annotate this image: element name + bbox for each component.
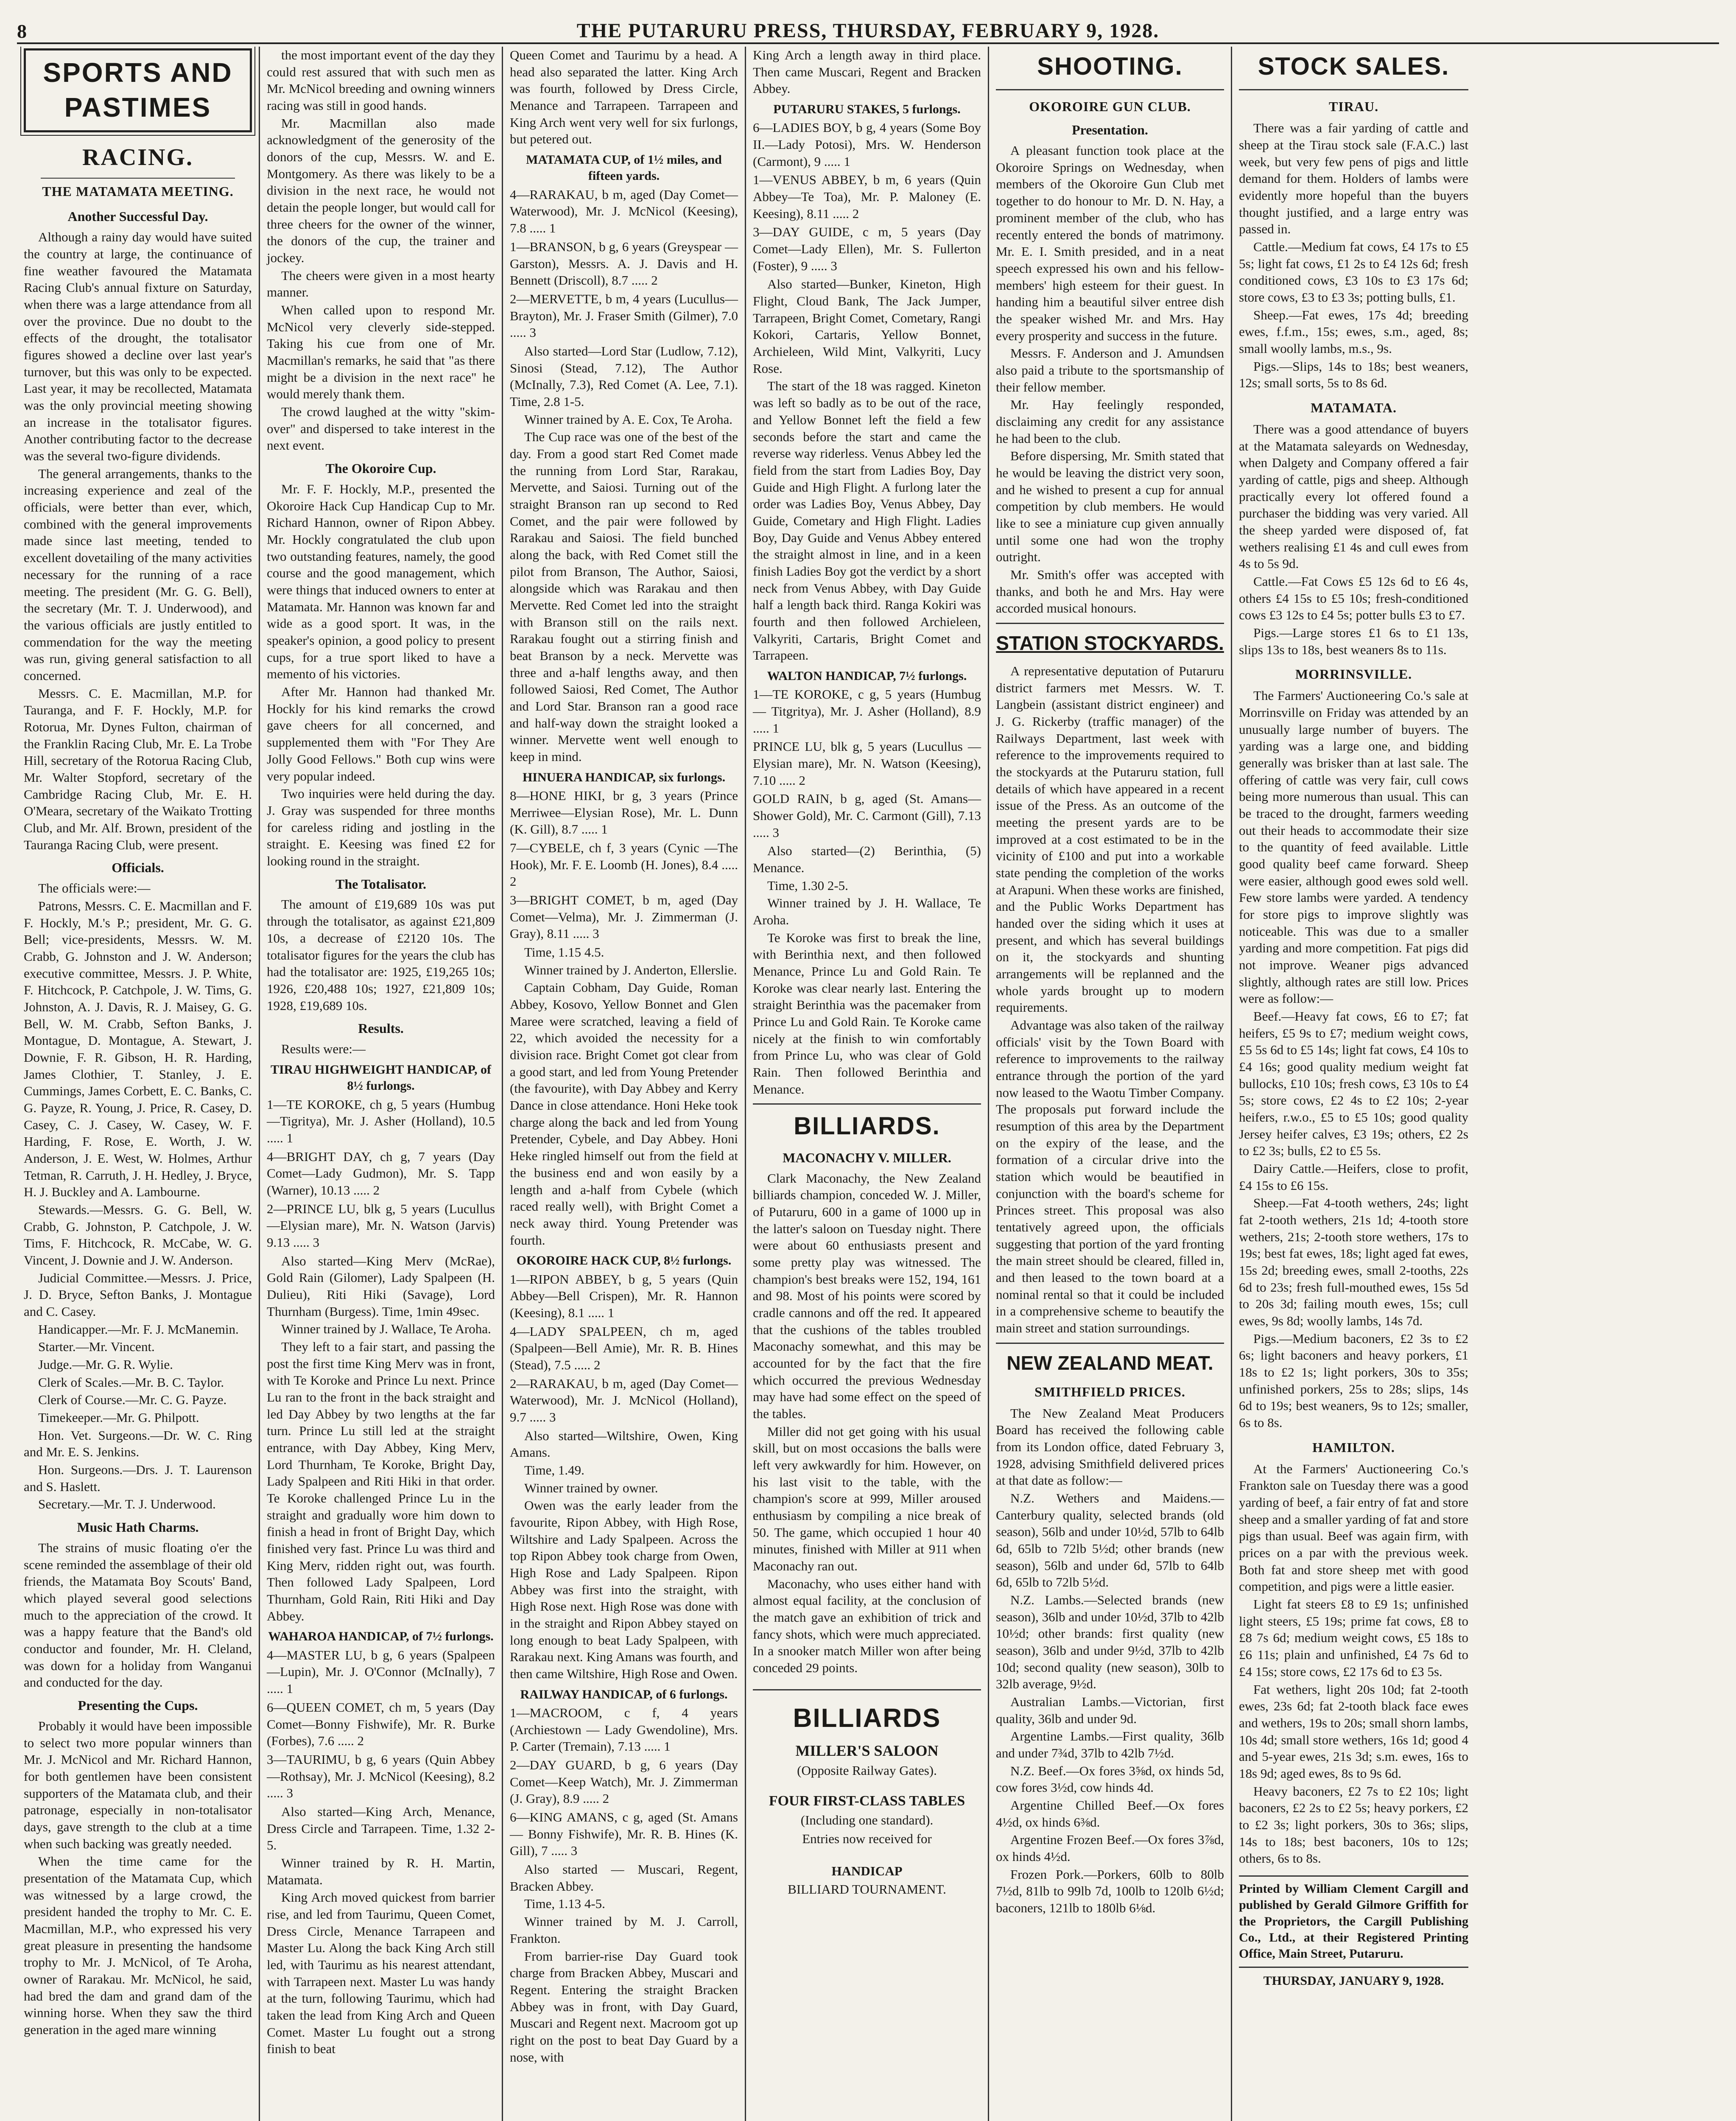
footer-date: THURSDAY, JANUARY 9, 1928. — [1263, 1973, 1444, 1988]
paragraph: The start of the 18 was ragged. Kineton was left so badly as to be out of the race, and Yellow Bonnet left the field a few seconds before the start and came the reverse way riderless. Venus Abbey led the field from the start from Ladies Boy, Day Guide and High Flight. A furlong later the order was Ladies Boy, Venus Abbey, Day Guide, Cometary and High Flight. Ladies Boy, Day Guide and Venus Abbey entered the straight almost in line, and in a keen finish Ladies Boy got the verdict by a short neck from Venus Abbey, with Day Guide half a length back third. Ranga Kokiri was fourth and then followed Archieleen, Valkyriti, Cartaris, Bright Comet and Tarrapeen. — [753, 378, 981, 663]
ad-line: Entries now received for — [802, 1831, 932, 1847]
race-result: 3—BRIGHT COMET, b m, aged (Day Comet—Velma), Mr. J. Zimmerman (J. Gray), 8.11 ..... 3 — [510, 893, 738, 941]
race-title: HINUERA HANDICAP, six furlongs. — [522, 770, 726, 784]
column-3 — [503, 47, 746, 2121]
column-1 — [17, 47, 260, 2121]
paragraph: Owen was the early leader from the favourite, Ripon Abbey, with High Rose, Wiltshire and Lady Spalpeen. Across the top Ripon Abbey took charge from Owen, High Rose and Lady Spalpeen. Ripon Abbey was first into the straight, with High Rose next. High Rose was done with in the straight and Ripon Abbey stayed on long enough to beat Lady Spalpeen, with Rarakau next. King Amans was fourth, and then came Wiltshire, High Rose and Owen. — [510, 1498, 738, 1682]
paragraph: Although a rainy day would have suited the country at large, the continuance of fine weather favoured the Matamata Racing Club's annual fixture on Saturday, when there was a large attendance from all over the province. Due no doubt to the effects of the drought, the totalisator figures showed a decline over last year's turnover, but this was only to be expected. Last year, it may be recollected, Matamata was the only provincial meeting showing an increase in the totalisator figures. Another contributing factor to the decrease was the several two-figure dividends. — [24, 229, 252, 464]
paragraph: Frozen Pork.—Porkers, 60lb to 80lb 7½d, 81lb to 99lb 7d, 100lb to 120lb 6½d; baconers, 121lb to 180lb 6⅛d. — [996, 1866, 1224, 1916]
paragraph: Miller did not get going with his usual skill, but on most occasions the balls were left very awkwardly for him. However, on his last visit to the table, with the champion's score at 999, Miller aroused enthusiasm by compiling a nice break of 50. The game, which occupied 1 hour 40 minutes, finished with Miller at 911 when Maconachy ran out. — [753, 1424, 981, 1574]
race-result: GOLD RAIN, b g, aged (St. Amans—Shower Gold), Mr. C. Carmont (Gill), 7.13 ..... 3 — [753, 791, 981, 840]
paragraph: Two inquiries were held during the day. J. Gray was suspended for three months for careless riding and jostling in the straight. E. Keesing was fined £2 for looking round in the straight. — [267, 786, 495, 868]
race-title: MATAMATA CUP, of 1½ miles, and fifteen yards. — [526, 153, 722, 183]
paragraph: The general arrangements, thanks to the increasing experience and zeal of the officials, were better than ever, which, combined with the general improvements made since last meeting, tended to excellent dovetailing of the many activities necessary for the running of a race meeting. The president (Mr. G. G. Bell), the secretary (Mr. T. J. Underwood), and the various officials are justly entitled to commendation for the way the meeting was run, giving general satisfaction to all concerned. — [24, 466, 252, 683]
ad-tables: FOUR FIRST-CLASS TABLES — [769, 1793, 965, 1809]
paragraph: At the Farmers' Auctioneering Co.'s Frankton sale on Tuesday there was a good yarding of beef, a fair entry of fat and store sheep and a smaller yarding of fat and store pigs than usual. Beef was again firm, with prices on a par with the previous week. Both fat and store sheep met with good competition, and pigs were a little easier. — [1239, 1461, 1468, 1594]
paragraph: Results were:— — [281, 1041, 366, 1057]
paragraph: The amount of £19,689 10s was put through the totalisator, as against £21,809 10s, a decrease of £2120 10s. The totalisator figures for the years the club has had the totalisator are: 1925, £19,265 10s; 1926, £20,488 10s; 1927, £21,809 10s; 1928, £19,689 10s. — [267, 897, 495, 1013]
paragraph: The officials were:— — [38, 881, 151, 896]
paragraph: Before dispersing, Mr. Smith stated that he would be leaving the district very soon, and he wished to present a cup for annual competition by club members. He would like to see a miniature cup given annually until some one had won the trophy outright. — [996, 448, 1224, 565]
sub-heading: Officials. — [112, 860, 164, 876]
paragraph: There was a fair yarding of cattle and sheep at the Tirau stock sale (F.A.C.) last week, but very few pens of pigs and little demand for them. Holders of lambs were evidently more hopeful than the buyers thought justified, and a large entry was passed in. — [1239, 120, 1468, 237]
race-title: PUTARURU STAKES, 5 furlongs. — [773, 102, 961, 117]
paragraph: Also started—Wiltshire, Owen, King Amans. — [510, 1428, 738, 1460]
paragraph: After Mr. Hannon had thanked Mr. Hockly for his kind remarks the crowd gave cheers for all concerned, and supplemented them with "For They Are Jolly Good Fellows." Both cup wins were very popular indeed. — [267, 684, 495, 783]
paragraph: N.Z. Wethers and Maidens.—Canterbury quality, selected brands (old season), 56lb and under 10½d, 57lb to 64lb 6d, 65lb to 72lb 5½d; other brands (new season), 56lb and under 6d, 57lb to 64lb 6d, 65lb to 72lb 5½d. — [996, 1490, 1224, 1590]
paragraph: A pleasant function took place at the Okoroire Springs on Wednesday, when members of the Okoroire Gun Club met together to do honour to Mr. D. N. Hay, a prominent member of the club, who has recently entered the bonds of matrimony. Mr. E. I. Smith presided, and in a neat speech expressed his own and his fellow-members' high esteem for their guest. In handing him a beautiful silver entree dish the speaker wished Mr. and Mrs. Hay every prosperity and success in the future. — [996, 143, 1224, 343]
meeting-heading: THE MATAMATA MEETING. — [42, 184, 234, 199]
race-result: 4—BRIGHT DAY, ch g, 7 years (Day Comet—Lady Gudmon), Mr. S. Tapp (Warner), 10.13 ..... 2 — [267, 1149, 495, 1198]
paragraph: Dairy Cattle.—Heifers, close to profit, £4 15s to £6 15s. — [1239, 1161, 1468, 1193]
stockyards-heading: STATION STOCKYARDS. — [996, 632, 1224, 654]
race-result: 2—RARAKAU, b m, aged (Day Comet—Waterwood), Mr. J. McNicol (Holland), 9.7 ..... 3 — [510, 1376, 738, 1424]
paragraph: N.Z. Lambs.—Selected brands (new season), 36lb and under 10½d, 37lb to 42lb 10½d; other brands: first quality (new season), 36lb and under 9½d, 37lb to 42lb 10d; second quality (new season), 30lb to 32lb average, 9½d. — [996, 1592, 1224, 1692]
race-result: 1—TE KOROKE, c g, 5 years (Humbug — Titgritya), Mr. J. Asher (Holland), 8.9 ..... 1 — [753, 687, 981, 736]
sub-heading: Another Successful Day. — [67, 209, 208, 224]
ad-line: (Including one standard). — [800, 1813, 934, 1828]
sub-heading: Presentation. — [1072, 122, 1148, 138]
paragraph: Judge.—Mr. G. R. Wylie. — [38, 1357, 173, 1372]
column-5 — [989, 47, 1232, 2121]
paragraph: Cattle.—Fat Cows £5 12s 6d to £6 4s, others £4 15s to £5 10s; fresh-conditioned cows £3 12s to £4 5s; potter bulls £3 to £7. — [1239, 574, 1468, 623]
ad-handicap: HANDICAP — [831, 1863, 903, 1878]
paragraph: King Arch moved quickest from barrier rise, and led from Taurimu, Queen Comet, Dress Circle, Menance Tarrapeen and Master Lu. Along the back King Arch still led, with Taurimu as his nearest attendant, with Tarrapeen next. Master Lu was handy at the turn, following Taurimu, which had taken the lead from King Arch and Queen Comet. Master Lu fought out a strong finish to beat — [267, 1890, 495, 2057]
paragraph: Winner trained by owner. — [524, 1480, 658, 1495]
race-result: 6—LADIES BOY, b g, 4 years (Some Boy II.—Lady Potosi), Mrs. W. Henderson (Carmont), 9 ..... 1 — [753, 120, 981, 169]
paragraph: Also started—Bunker, Kineton, High Flight, Cloud Bank, The Jack Jumper, Tarrapeen, Bright Comet, Cometary, Rangi Kokori, Cartaris, Yellow Bonnet, Archieleen, Wild Mint, Valkyriti, Lucy Rose. — [753, 277, 981, 376]
sub-heading: MATAMATA. — [1310, 400, 1397, 415]
paragraph: Winner trained by J. Wallace, Te Aroha. — [281, 1321, 491, 1337]
race-result: 3—DAY GUIDE, c m, 5 years (Day Comet—Lady Ellen), Mr. S. Fullerton (Foster), 9 ..... 3 — [753, 224, 981, 273]
race-result: 2—DAY GUARD, b g, 6 years (Day Comet—Keep Watch), Mr. J. Zimmerman (J. Gray), 8.9 ..... 2 — [510, 1757, 738, 1806]
sub-heading: TIRAU. — [1328, 99, 1379, 115]
newspaper-columns — [17, 47, 1719, 2121]
ad-tournament: BILLIARD TOURNAMENT. — [788, 1882, 946, 1897]
paragraph: Clerk of Scales.—Mr. B. C. Taylor. — [38, 1374, 224, 1390]
sub-heading: MACONACHY V. MILLER. — [783, 1150, 951, 1165]
paragraph: When the time came for the presentation of the Matamata Cup, which was witnessed by a large crowd, the president handed the trophy to Mr. C. E. Macmillan, M.P., who expressed his very great pleasure in presenting the handsome trophy to Mr. J. McNicol, of Te Aroha, owner of Rarakau. Mr. McNicol, he said, had bred the dam and grand dam of the winning horse. When they saw the third generation in the aged mare winning — [24, 1854, 252, 2037]
paragraph: Winner trained by R. H. Martin, Matamata. — [267, 1855, 495, 1887]
paragraph: Winner trained by A. E. Cox, Te Aroha. — [524, 411, 733, 427]
paragraph: Fat wethers, light 20s 10d; fat 2-tooth ewes, 23s 6d; fat 2-tooth black face ewes and wethers, 19s to 20s; small shorn lambs, 10s 4d; small store wethers, 16s 1d; good 4 and 5-year ewes, 21s 3d; s.m. ewes, 16s to 18s 9d; aged ewes, 8s to 9s 6d. — [1239, 1682, 1468, 1781]
paragraph: Messrs. F. Anderson and J. Amundsen also paid a tribute to the sportsmanship of their fellow member. — [996, 346, 1224, 395]
paragraph: Pigs.—Medium baconers, £2 3s to £2 6s; light baconers and heavy porkers, £1 18s to £2 1s; light porkers, 30s to 35s; unfinished porkers, 25s to 28s; slips, 14s 6d to 19s; best weaners, 9s to 12s; smaller, 6s to 8s. — [1239, 1331, 1468, 1430]
ad-saloon: MILLER'S SALOON — [795, 1742, 939, 1760]
printer-imprint: Printed by William Clement Cargill and published by Gerald Gilmore Griffith for the Proprietors, the Cargill Publishing Co., Ltd., at their Registered Printing Office, Main Street, Putaruru. — [1239, 1875, 1468, 1968]
race-result: 1—TE KOROKE, ch g, 5 years (Humbug—Tigritya), Mr. J. Asher (Holland), 10.5 ..... 1 — [267, 1097, 495, 1145]
race-title: WAHAROA HANDICAP, of 7½ furlongs. — [268, 1629, 494, 1644]
race-result: 1—MACROOM, c f, 4 years (Archiestown — Lady Gwendoline), Mrs. P. Carter (Tremain), 7.13 ..... 1 — [510, 1705, 738, 1754]
race-result: 6—QUEEN COMET, ch m, 5 years (Day Comet—Bonny Fishwife), Mr. R. Burke (Forbes), 7.6 ..... 2 — [267, 1699, 495, 1749]
paragraph: Pigs.—Large stores £1 6s to £1 13s, slips 13s to 18s, best weaners 8s to 11s. — [1239, 625, 1468, 657]
paragraph: Clerk of Course.—Mr. C. G. Payze. — [38, 1392, 227, 1407]
race-result: 4—RARAKAU, b m, aged (Day Comet—Waterwood), Mr. J. McNicol (Keesing), 7.8 ..... 1 — [510, 187, 738, 236]
sub-heading: HAMILTON. — [1312, 1439, 1395, 1455]
paragraph: Pigs.—Slips, 14s to 18s; best weaners, 12s; small sorts, 5s to 8s 6d. — [1239, 358, 1468, 391]
paragraph: Hon. Vet. Surgeons.—Dr. W. C. Ring and Mr. E. S. Jenkins. — [24, 1427, 252, 1460]
paragraph: Cattle.—Medium fat cows, £4 17s to £5 5s; light fat cows, £1 2s to £4 12s 6d; fresh conditioned cows, £3 10s to £3 17s 6d; store cows, £3 to £3 3s; potting bulls, £1. — [1239, 239, 1468, 305]
paragraph: The Farmers' Auctioneering Co.'s sale at Morrinsville on Friday was attended by an unusually large number of buyers. The yarding was a large one, and bidding generally was brisker than at last sale. The offering of cattle was very fair, cull cows being more numerous than usual. This can be traced to the drought, farmers weeding out their heads to accommodate their size to the quantity of feed available. Little good quality beef came forward. Sheep were easier, although good ewes sold well. Few store lambs were yarded. A tendency for store pigs to improve slightly was noticeable. This was due to a smaller yarding and more competition. Fat pigs did not improve. Weaner pigs advanced slightly, although rates are still low. Prices were as follow:— — [1239, 688, 1468, 1006]
paragraph: The strains of music floating o'er the scene reminded the assemblage of their old friends, the Matamata Boy Scouts' Band, which played several good selections much to the appreciation of the crowd. It was a happy feature that the Band's old conductor and founder, Mr. H. Cleland, was down for a holiday from Wanganui and conducted for the day. — [24, 1540, 252, 1690]
paragraph: When called upon to respond Mr. McNicol very cleverly side-stepped. Taking his cue from one of Mr. Macmillan's remarks, he said that "as there might be a division in the next race" he would merely thank them. — [267, 302, 495, 402]
sub-heading: Presenting the Cups. — [78, 1698, 198, 1713]
paragraph: Argentine Chilled Beef.—Ox fores 4½d, ox hinds 6⅜d. — [996, 1797, 1224, 1830]
paragraph: Also started—Lord Star (Ludlow, 7.12), Sinosi (Stead, 7.12), The Author (McInally, 7.3), Red Comet (A. Lee, 7.1). Time, 2.8 1-5. — [510, 343, 738, 409]
paragraph: Australian Lambs.—Victorian, first quality, 36lb and under 9d. — [996, 1694, 1224, 1726]
paragraph: The Cup race was one of the best of the day. From a good start Red Comet made the running from Lord Star, Rarakau, Mervette, and Saiosi. Turning out of the straight Branson ran up second to Red Comet, and the pair were followed by Rarakau and Saiosi. The field bunched along the back, with Red Comet still the pilot from Branson, The Author, Saiosi, alongside which was Rarakau and then Mervette. Red Comet led into the straight with Branson still on the rails next. Rarakau fought out a stirring finish and beat Branson by a neck. Mervette was three and a-half lengths away, and then followed Saiosi, Red Comet, The Author and Lord Star. Branson ran a good race and half-way down the straight looked a winner. Mervette went well enough to keep in mind. — [510, 429, 738, 764]
race-result: 8—HONE HIKI, br g, 3 years (Prince Merriwee—Elysian Rose), Mr. L. Dunn (K. Gill), 8.7 ..... 1 — [510, 788, 738, 837]
paragraph: Also started—King Arch, Menance, Dress Circle and Tarrapeen. Time, 1.32 2-5. — [267, 1804, 495, 1853]
race-result: PRINCE LU, blk g, 5 years (Lucullus — Elysian mare), Mr. N. Watson (Keesing), 7.10 ..... 2 — [753, 739, 981, 788]
paragraph: Queen Comet and Taurimu by a head. A head also separated the latter. King Arch was fourth, followed by Dress Circle, Menance and Tarrapeen. Tarrapeen and King Arch went very well for six furlongs, but petered out. — [510, 48, 738, 147]
paragraph: Starter.—Mr. Vincent. — [38, 1339, 155, 1354]
sub-heading: SMITHFIELD PRICES. — [1034, 1384, 1185, 1399]
paragraph: Probably it would have been impossible to select two more popular winners than Mr. J. McNicol and Mr. Richard Hannon, for both gentlemen have been consistent supporters of the Matamata club, and their patronage, especially in non-totalisator days, gave strength to the club at a time when such backing was greatly needed. — [24, 1718, 252, 1851]
sports-banner: SPORTS AND PASTIMES — [24, 48, 252, 132]
paragraph: Handicapper.—Mr. F. J. McManemin. — [38, 1321, 239, 1337]
paragraph: Stewards.—Messrs. G. G. Bell, W. Crabb, G. Johnston, P. Catchpole, J. W. Tims, F. Hitchcock, R. McCabe, W. G. Vincent, J. Downie and J. W. Anderson. — [24, 1202, 252, 1268]
race-result: 7—CYBELE, ch f, 3 years (Cynic —The Hook), Mr. F. E. Loomb (H. Jones), 8.4 ..... 2 — [510, 840, 738, 889]
paragraph: Mr. Smith's offer was accepted with thanks, and both he and Mrs. Hay were accorded musical honours. — [996, 567, 1224, 616]
paragraph: King Arch a length away in third place. Then came Muscari, Regent and Bracken Abbey. — [753, 48, 981, 96]
column-4 — [746, 47, 989, 2121]
race-result: 2—MERVETTE, b m, 4 years (Lucullus—Brayton), Mr. J. Fraser Smith (Gilmer), 7.0 ..... 3 — [510, 291, 738, 340]
paragraph: Argentine Lambs.—First quality, 36lb and under 7¾d, 37lb to 42lb 7½d. — [996, 1729, 1224, 1760]
paragraph: There was a good attendance of buyers at the Matamata saleyards on Wednesday, when Dalgety and Company offered a fair yarding of cattle, pigs and sheep. Although practically every lot offered found a purchaser the bidding was very varied. All the sheep yarded were disposed of, fat wethers realising £1 4s and cull ewes from 4s to 5s 9d. — [1239, 421, 1468, 571]
paragraph: Advantage was also taken of the railway officials' visit by the Town Board with reference to improvements to the railway entrance through the portion of the yard now leased to the Waotu Timber Company. The proposals put forward include the resumption of this area by the Department on the expiry of the lease, and the formation of a circular drive into the station which would be beautified in conjunction with the board's scheme for Princes street. This proposal was also tentatively agreed upon, the officials suggesting that portion of the yard fronting the main street should be cleared, filled in, and then leased to the town board at a nominal rental so that it could be included in a comprehensive scheme to beautify the main street and station surroundings. — [996, 1017, 1224, 1336]
paragraph: Te Koroke was first to break the line, with Berinthia next, and then followed Menance, Prince Lu and Gold Rain. Te Koroke was clear nearly last. Entering the straight Berinthia was the pacemaker from Prince Lu and Gold Rain. Te Koroke came nicely at the finish to win comfortably from Prince Lu, who was clear of Gold Rain. Then followed Berinthia and Menance. — [753, 930, 981, 1097]
paragraph: Beef.—Heavy fat cows, £6 to £7; fat heifers, £5 9s to £7; medium weight cows, £5 5s 6d to £5 14s; light fat cows, £4 10s to £4 16s; good quality medium weight fat bullocks, £10 10s; fresh cows, £3 10s to £4 5s; store cows, £2 4s to £2 10s; 2-year heifers, r.w.o., £5 to £5 10s; good quality Jersey heifer calves, £3 19s; others, £2 2s to £2 3s; bulls, £2 to £5 5s. — [1239, 1009, 1468, 1158]
paragraph: Sheep.—Fat ewes, 17s 4d; breeding ewes, f.f.m., 15s; ewes, s.m., aged, 8s; small woolly lambs, m.s., 9s. — [1239, 307, 1468, 356]
race-result: 1—VENUS ABBEY, b m, 6 years (Quin Abbey—Te Toa), Mr. P. Maloney (E. Keesing), 8.11 ..... 2 — [753, 172, 981, 221]
paragraph: Mr. Hay feelingly responded, disclaiming any credit for any assistance he had been to the club. — [996, 397, 1224, 446]
paragraph: Judicial Committee.—Messrs. J. Price, J. D. Bryce, Sefton Banks, J. Montague and C. Casey. — [24, 1270, 252, 1319]
paragraph: The New Zealand Meat Producers Board has received the following cable from its London office, dated February 3, 1928, advising Smithfield delivered prices at that date as follow:— — [996, 1405, 1224, 1488]
paragraph: Winner trained by J. Anderton, Ellerslie. — [524, 962, 737, 977]
sub-heading: OKOROIRE GUN CLUB. — [1029, 99, 1191, 115]
paragraph: Light fat steers £8 to £9 1s; unfinished light steers, £5 19s; prime fat cows, £8 to £8 7s 6d; medium weight cows, £5 18s to £6 11s; plain and unfinished, £4 7s 6d to £4 15s; store cows, £2 17s 6d to £3 5s. — [1239, 1597, 1468, 1679]
paragraph: Sheep.—Fat 4-tooth wethers, 24s; light fat 2-tooth wethers, 21s 1d; 4-tooth store wethers, 21s; 2-tooth store wethers, 17s to 19s; best fat ewes, 18s; light aged fat ewes, 15s 2d; breeding ewes, small 2-tooths, 22s 6d to 23s; fresh full-mouthed ewes, 15s 5d to 20s 3d; failing mouth ewes, 15s; cull ewes, 9s 8d; woolly lambs, 14s 7d. — [1239, 1195, 1468, 1329]
paragraph: Time, 1.15 4.5. — [524, 945, 604, 960]
nz-meat-heading: NEW ZEALAND MEAT. — [1006, 1352, 1213, 1374]
paragraph: Time, 1.49. — [524, 1462, 584, 1477]
racing-heading: RACING. — [82, 144, 194, 171]
paragraph: Winner trained by J. H. Wallace, Te Aroha. — [753, 895, 981, 928]
race-title: RAILWAY HANDICAP, of 6 furlongs. — [520, 1687, 728, 1701]
sub-heading: The Okoroire Cup. — [325, 461, 436, 476]
column-2 — [260, 47, 503, 2121]
paragraph: Argentine Frozen Beef.—Ox fores 3⅞d, ox hinds 4½d. — [996, 1832, 1224, 1864]
paragraph: Also started — Muscari, Regent, Bracken Abbey. — [510, 1862, 738, 1894]
sub-heading: Music Hath Charms. — [77, 1519, 199, 1535]
page-header — [17, 8, 1719, 44]
race-result: 6—KING AMANS, c g, aged (St. Amans — Bonny Fishwife), Mr. R. B. Hines (K. Gill), 7 ..... 3 — [510, 1810, 738, 1858]
masthead: THE PUTARURU PRESS, THURSDAY, FEBRUARY 9, 1928. — [576, 20, 1160, 42]
page-number: 8 — [17, 20, 27, 42]
billiards-advert — [753, 1689, 981, 1898]
race-result: 1—RIPON ABBEY, b g, 5 years (Quin Abbey—Bell Crispen), Mr. R. Hannon (Keesing), 8.1 ..... 1 — [510, 1271, 738, 1320]
billiards-heading: BILLIARDS. — [794, 1112, 940, 1140]
paragraph: Also started—(2) Berinthia, (5) Menance. — [753, 843, 981, 876]
paragraph: Maconachy, who uses either hand with almost equal facility, at the conclusion of the match gave an exhibition of trick and fancy shots, which were much appreciated. In a snooker match Miller won after being conceded 29 points. — [753, 1576, 981, 1676]
paragraph: Winner trained by M. J. Carroll, Frankton. — [510, 1914, 738, 1946]
race-title: TIRAU HIGHWEIGHT HANDICAP, of 8½ furlongs. — [270, 1062, 492, 1093]
race-result: 4—MASTER LU, b g, 6 years (Spalpeen—Lupin), Mr. J. O'Connor (McInally), 7 ..... 1 — [267, 1647, 495, 1696]
race-result: 4—LADY SPALPEEN, ch m, aged (Spalpeen—Bell Amie), Mr. R. B. Hines (Stead), 7.5 ..... 2 — [510, 1324, 738, 1372]
paragraph: Hon. Surgeons.—Drs. J. T. Laurenson and S. Haslett. — [24, 1462, 252, 1494]
race-result: 2—PRINCE LU, blk g, 5 years (Lucullus—Elysian mare), Mr. N. Watson (Jarvis) 9.13 ..... 3 — [267, 1201, 495, 1250]
ad-title: BILLIARDS — [793, 1703, 941, 1733]
paragraph: Heavy baconers, £2 7s to £2 10s; light baconers, £2 2s to £2 5s; heavy porkers, £2 to £2 3s; light porkers, 30s to 36s; slips, 14s to 18s; best baconers, 10s to 12s; others, 6s to 8s. — [1239, 1783, 1468, 1866]
shooting-heading: SHOOTING. — [1037, 53, 1183, 80]
race-title: OKOROIRE HACK CUP, 8½ furlongs. — [516, 1254, 732, 1268]
paragraph: the most important event of the day they could rest assured that with such men as Mr. McNicol breeding and owning winners racing was still in good hands. — [267, 48, 495, 113]
paragraph: Mr. F. F. Hockly, M.P., presented the Okoroire Hack Cup Handicap Cup to Mr. Richard Hannon, owner of Ripon Abbey. Mr. Hockly congratulated the club upon two outstanding features, namely, the good course and the good management, which were things that induced owners to enter at Matamata. Mr. Hannon was known far and wide as a good sport. It was, in the speaker's opinion, a good policy to present cups, for a true sport liked to have a memento of his victories. — [267, 481, 495, 682]
paragraph: From barrier-rise Day Guard took charge from Bracken Abbey, Muscari and Regent. Entering the straight Bracken Abbey was in front, with Day Guard, Muscari and Regent next. Macroom got up right on the post to beat Day Guard by a nose, with — [510, 1948, 738, 2065]
sub-heading: Results. — [358, 1021, 404, 1036]
paragraph: The cheers were given in a most hearty manner. — [267, 268, 495, 300]
paragraph: Clark Maconachy, the New Zealand billiards champion, conceded W. J. Miller, of Putaruru, 600 in a game of 1000 up in the latter's saloon on Tuesday night. There were about 60 enthusiasts present and some pretty play was witnessed. The champion's best breaks were 152, 194, 161 and 98. Most of his points were scored by cradle cannons and off the red. It appeared that the cushions of the tables troubled Maconachy somewhat, and this may be accounted for by the fact that the fire which occurred the previous Wednesday may have had some effect on the speed of the tables. — [753, 1170, 981, 1421]
race-result: 3—TAURIMU, b g, 6 years (Quin Abbey—Rothsay), Mr. J. McNicol (Keesing), 8.2 ..... 3 — [267, 1752, 495, 1801]
race-result: 1—BRANSON, b g, 6 years (Greyspear — Garston), Messrs. A. J. Davis and H. Bennett (Driscoll), 8.7 ..... 2 — [510, 239, 738, 288]
stock-sales-heading: STOCK SALES. — [1258, 53, 1450, 80]
paragraph: Time, 1.13 4-5. — [524, 1896, 605, 1911]
sub-heading: MORRINSVILLE. — [1295, 666, 1412, 682]
column-6 — [1232, 47, 1475, 2121]
paragraph: A representative deputation of Putaruru district farmers met Messrs. W. T. Langbein (assistant district engineer) and J. G. Rickerby (traffic manager) of the Railways Department, last week with reference to the improvements required to the stockyards at the Putaruru station, full details of which have appeared in a recent issue of the Press. As an outcome of the meeting the present yards are to be improved at a cost estimated to be in the vicinity of £100 and put into a workable state pending the completion of the works at Arapuni. When these works are finished, and the Public Works Department has handed over the siding which it uses at present, and which has several buildings on it, the stockyards and shunting arrangements will be replanned and the whole yards brought up to modern requirements. — [996, 663, 1224, 1015]
paragraph: Time, 1.30 2-5. — [767, 878, 848, 893]
paragraph: Mr. Macmillan also made acknowledgment of the generosity of the donors of the cup, Messrs. W. and E. Montgomery. As there was likely to be a division in the next race, he would not detain the people longer, but would call for three cheers for the owner of the winner, the donors of the cup, the trainer and jockey. — [267, 115, 495, 266]
ad-line: (Opposite Railway Gates). — [797, 1763, 937, 1778]
sub-heading: The Totalisator. — [335, 876, 426, 892]
paragraph: They left to a fair start, and passing the post the first time King Merv was in front, with Te Koroke and Prince Lu next. Prince Lu ran to the front in the back straight and led Day Abbey by two lengths at the far turn. Prince Lu still led at the straight entrance, with Day Abbey, King Merv, Lord Thurnham, Te Koroke, Bright Day, Lady Spalpeen and Riti Hiki in that order. Te Koroke challenged Prince Lu in the straight and gradually wore him down to finish a head in front of Bright Day, which finished very fast. Prince Lu was third and King Merv, ridden right out, was fourth. Then followed Lady Spalpeen, Lord Thurnham, Gold Rain, Riti Hiki and Day Abbey. — [267, 1339, 495, 1623]
paragraph: Secretary.—Mr. T. J. Underwood. — [38, 1497, 216, 1512]
race-title: WALTON HANDICAP, 7½ furlongs. — [767, 669, 967, 683]
paragraph: Also started—King Merv (McRae), Gold Rain (Gilomer), Lady Spalpeen (H. Dulieu), Riti Hiki (Savage), Lord Thurnham (Burgess). Time, 1min 49sec. — [267, 1253, 495, 1319]
paragraph: The crowd laughed at the witty "skim-over" and dispersed to take interest in the next event. — [267, 404, 495, 453]
paragraph: N.Z. Beef.—Ox fores 3⅝d, ox hinds 5d, cow fores 3½d, cow hinds 4d. — [996, 1763, 1224, 1795]
paragraph: Messrs. C. E. Macmillan, M.P. for Tauranga, and F. F. Hockly, M.P. for Rotorua, Mr. Dynes Fulton, chairman of the Franklin Racing Club, Mr. E. La Trobe Hill, secretary of the Rotorua Racing Club, Mr. Walter Stopford, secretary of the Cambridge Racing Club, Mr. E. H. O'Meara, secretary of the Waikato Trotting Club, and Mr. Alf. Brown, president of the Tauranga Racing Club, were present. — [24, 686, 252, 852]
paragraph: Timekeeper.—Mr. G. Philpott. — [38, 1410, 199, 1425]
paragraph: Patrons, Messrs. C. E. Macmillan and F. F. Hockly, M.'s P.; president, Mr. G. G. Bell; vice-presidents, Messrs. W. M. Crabb, G. Johnston and J. W. Anderson; executive committee, Messrs. J. P. White, F. Hitchcock, P. Catchpole, J. W. Tims, G. Johnston, A. J. Davis, R. J. Maisey, G. G. Bell, W. M. Crabb, Sefton Banks, J. Montague, D. Montague, A. Stewart, J. Downie, F. R. Gibson, H. R. Harding, James Clothier, T. Stanley, J. E. Cummings, James Corbett, E. C. Banks, C. G. Payze, R. Young, J. Price, R. Casey, D. Casey, C. J. Casey, W. Casey, W. F. Harding, F. Rose, E. Worth, J. W. Anderson, J. E. West, W. Holmes, Arthur Tetman, R. Carruth, J. H. Hedley, J. Bryce, H. J. Buckley and A. Lambourne. — [24, 898, 252, 1200]
paragraph: Captain Cobham, Day Guide, Roman Abbey, Kosovo, Yellow Bonnet and Glen Maree were scratched, leaving a field of 22, which avoided the necessity for a division race. Bright Comet got clear from a good start, and led from Young Pretender (the favourite), with Day Abbey and Kerry Dance in close attendance. Honi Heke took charge along the back and led from Young Pretender, Cybele, and Day Abbey. Honi Heke ringled himself out from the field at the business end and won easily by a length and a-half from Cybele (which raced really well), with Bright Comet a neck away third. Young Pretender was fourth. — [510, 980, 738, 1248]
